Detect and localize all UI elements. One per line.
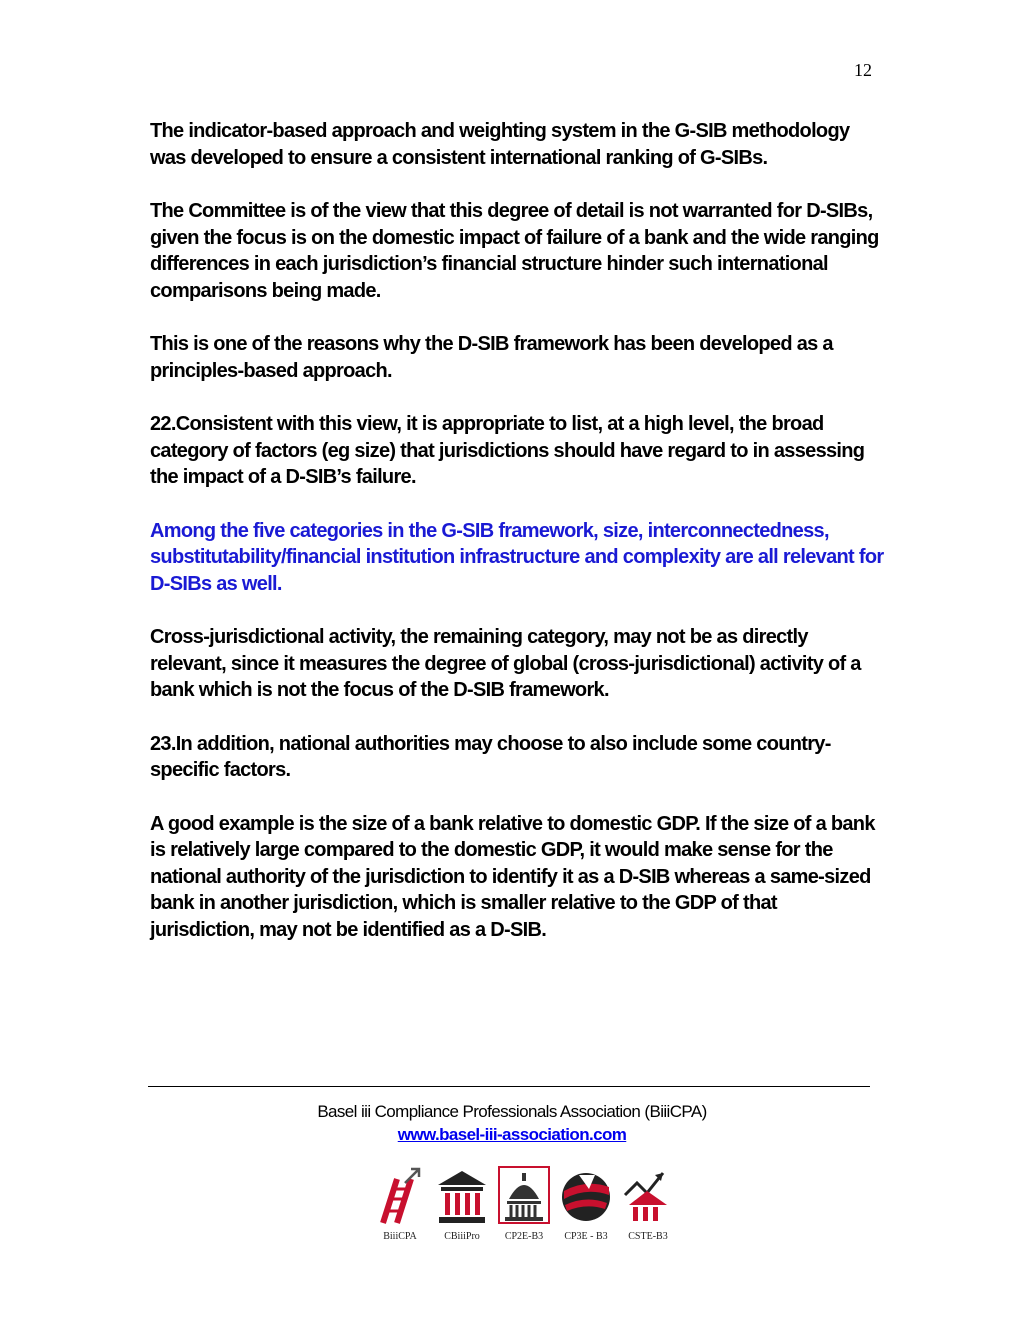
paragraph: A good example is the size of a bank relative to domestic GDP. If the size of a bank is relatively large compared to the domestic GDP, it would make sense for the national authority of the jurisdiction to identify it as a D-SIB whereas a same-sized bank in another jurisdiction, which is smaller relative to the GDP of that jurisdiction, may not be identified as a D-SIB. [150,812,875,941]
logo-label: CP2E-B3 [504,1231,544,1242]
page-number: 12 [854,60,872,80]
logo-label: CBiiiPro [444,1231,480,1242]
ladder-arrow-icon [375,1165,425,1225]
logo-row [370,1165,680,1242]
footer [0,1100,1024,1146]
logo-cste-b3[interactable] [618,1165,678,1242]
paragraph: The Committee is of the view that this degree of detail is not warranted for D-SIBs, given the focus is on the domestic impact of failure of a bank and the wide ranging differences in each jurisdiction’s financial structure hinder such international comparisons being made. [150,200,879,302]
logo-cbiiipro[interactable] [432,1165,492,1242]
paragraph: This is one of the reasons why the D-SIB framework has been developed as a principles-based approach. [150,333,833,382]
logo-cp2e-b3[interactable] [494,1165,554,1242]
document-body [150,118,885,970]
bank-building-icon [435,1165,489,1225]
highlighted-paragraph: Among the five categories in the G-SIB framework, size, interconnectedness, substitutability/financial institution infrastructure and complexity are all relevant for D-SIBs as well. [150,519,884,595]
logo-cp3e-b3[interactable] [556,1165,616,1242]
logo-label: CP3E - B3 [564,1231,608,1242]
logo-label: CSTE-B3 [628,1231,668,1242]
paragraph: 22.Consistent with this view, it is appropriate to list, at a high level, the broad category of factors (eg size) that jurisdictions should have regard to in assessing the impact of a D-SIB’s failure. [150,413,865,488]
capitol-dome-icon [497,1165,551,1225]
footer-organization: Basel iii Compliance Professionals Association (BiiiCPA) [317,1102,707,1121]
logo-biiicpa[interactable] [370,1165,430,1242]
rising-chart-icon [621,1165,675,1225]
paragraph: The indicator-based approach and weighting system in the G-SIB methodology was developed to ensure a consistent international ranking of G-SIBs. [150,120,850,169]
footer-divider [148,1086,870,1087]
logo-label: BiiiCPA [383,1231,417,1242]
paragraph: Cross-jurisdictional activity, the remaining category, may not be as directly relevant, since it measures the degree of global (cross-jurisdictional) activity of a bank which is not the focus of the D-SIB framework. [150,626,861,701]
globe-icon [559,1165,613,1225]
paragraph: 23.In addition, national authorities may choose to also include some country-specific factors. [150,732,831,781]
website-link[interactable]: www.basel-iii-association.com [397,1125,627,1144]
